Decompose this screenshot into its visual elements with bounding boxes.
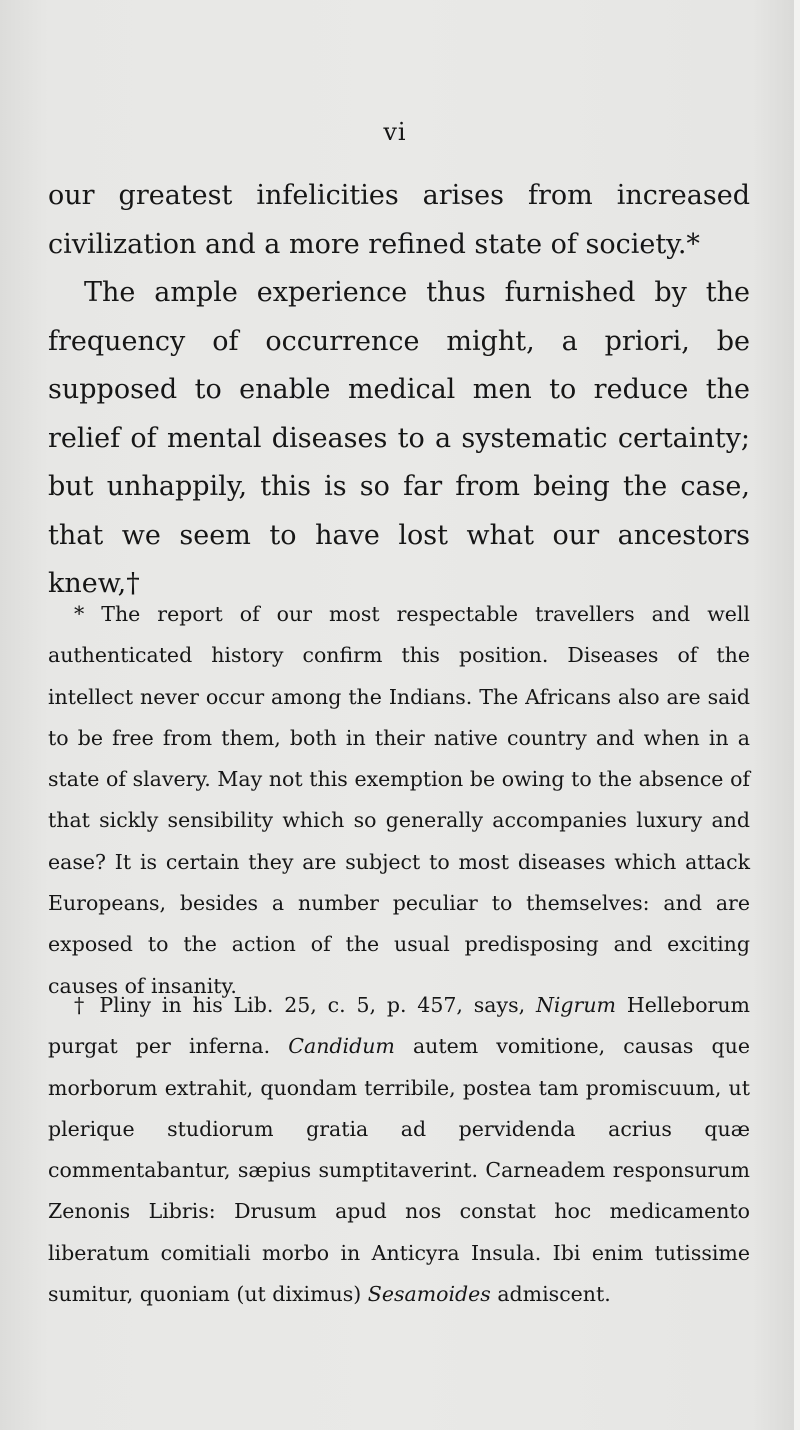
footnote-2-tail: admiscent. <box>490 1282 611 1307</box>
footnote-2-text <box>48 985 750 1315</box>
footnote-1-text: * The report of our most respectable travellers and well authenticated history confirm this position. Diseases of the intellect never occur among the Indians. The Africans also are said to be free from them, both in their native country and when in a state of slavery. May not this exemption be owing to the absence of that sickly sensibility which so generally accompanies luxury and ease? It is certain they are subject to most diseases which attack Europeans, besides a number peculiar to themselves: and are exposed to the action of the usual predisposing and exciting causes of insanity. <box>48 602 750 998</box>
footnote-2 <box>48 985 750 1315</box>
footnote-2-italic-candidum: Candidum <box>288 1034 395 1059</box>
footnote-2-italic-sesamoides: Sesamoides <box>367 1282 491 1307</box>
footnote-2-mid-2: autem vomitione, causas que morborum extrahit, quondam terribile, postea tam promiscuum, ut plerique studiorum gratia ad pervidenda acrius quæ commentabantur, sæpius sumptitaverint. Carneadem responsurum Zenonis Libris: Drusum apud nos constat hoc medicamento liberatum comitiali morbo in Anticyra Insula. Ibi enim tutissime sumitur, quoniam (ut diximus) <box>48 1034 750 1307</box>
footnote-2-mid-1: Helleborum purgat per inferna. <box>48 993 750 1059</box>
page-edge <box>794 0 800 1430</box>
paragraph-2: The ample experience thus furnished by the frequency of occurrence might, a priori, be supposed to enable medical men to reduce the relief of mental diseases to a systematic certainty; but unhappily, this is so far from being the case, that we seem to have lost what our ancestors knew,† <box>48 277 750 599</box>
footnote-1 <box>48 594 750 1007</box>
paragraph-1: our greatest infelicities arises from increased civilization and a more refined state of society.* <box>48 180 750 260</box>
page-number: vi <box>383 118 407 146</box>
footnote-2-italic-nigrum: Nigrum <box>535 993 616 1017</box>
footnote-2-lead: † Pliny in his Lib. 25, c. 5, p. 457, says, <box>74 993 536 1017</box>
main-text <box>48 172 750 609</box>
